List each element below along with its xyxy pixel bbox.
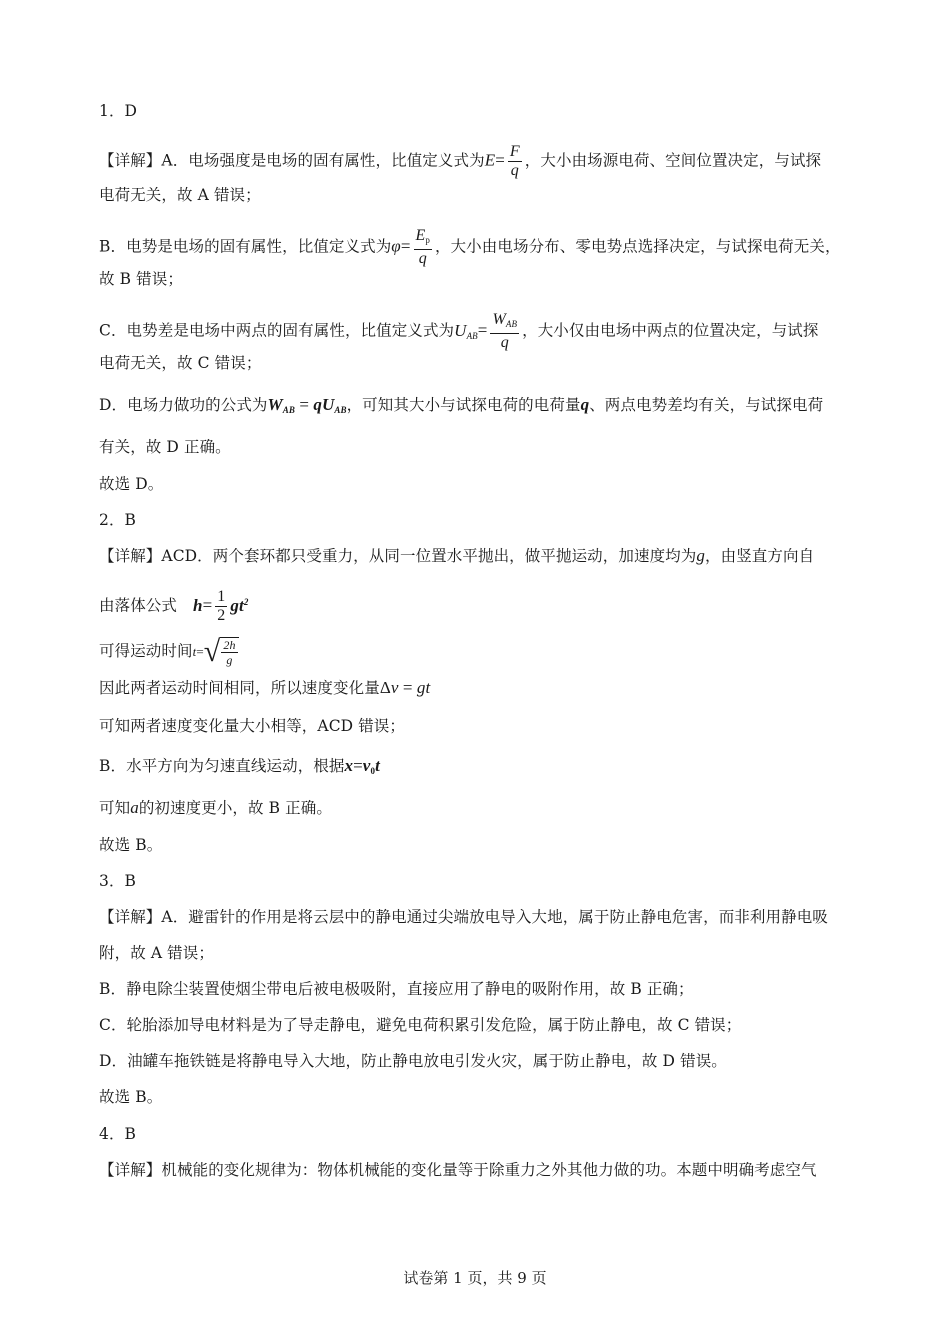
fraction-Ep-over-q: $\frac{E_p}{q}$	[415, 227, 430, 267]
q4-answer: 4．B	[99, 1125, 137, 1143]
q1-line-5: C．电势差是电场中两点的固有属性，比值定义式为$U_{AB}=$ $\frac{W_{AB}}{q}$ ，大小仅由电场中两点的位置决定，与试探	[99, 311, 819, 351]
formula-field-strength: E	[484, 150, 496, 170]
q2-line-2: 由落体公式 h= $\frac{1}{2}$ $gt^2$	[99, 588, 249, 624]
formula-time: t	[192, 644, 197, 659]
q1-line-3: B．电势是电场的固有属性，比值定义式为φ= $\frac{E_p}{q}$ ，大小由电场分布、零电势点选择决定，与试探电荷无关，	[99, 227, 841, 267]
q3-line-4: C．轮胎添加导电材料是为了导走静电，避免电荷积累引发危险，属于防止静电，故 C 错误；	[99, 1016, 742, 1034]
q1-line-4: 故 B 错误；	[99, 270, 183, 288]
q1-line-1: 【详解】A．电场强度是电场的固有属性，比值定义式为E= $\frac{F}{q}$ ，大小由场源电荷、空间位置决定，与试探	[99, 143, 822, 179]
fraction-WAB-over-q: $\frac{W_{AB}}{q}$	[492, 311, 518, 351]
q2-line-5: 可知两者速度变化量大小相等，ACD 错误；	[99, 717, 406, 735]
formula-work: $W_{AB}$	[267, 395, 295, 415]
q2-line-6: B．水平方向为匀速直线运动，根据$x=v_0t$	[99, 756, 380, 776]
q3-answer: 3．B	[99, 872, 137, 890]
formula-uniform-motion: x	[344, 756, 354, 775]
formula-potential: φ	[391, 236, 401, 256]
q1-line-7: D．电场力做功的公式为$W_{AB} = qU_{AB}$，可知其大小与试探电荷的电荷量q、两点电势差均有关，与试探电荷	[99, 395, 824, 415]
q1-line-9: 故选 D。	[99, 475, 164, 493]
fraction-one-half: $\frac{1}{2}$	[217, 588, 226, 624]
q2-line-4: 因此两者运动时间相同，所以速度变化量Δv = gt	[99, 678, 431, 697]
q3-line-5: D．油罐车拖铁链是将静电导入大地，防止静电放电引发火灾，属于防止静电，故 D 错误。	[99, 1052, 727, 1070]
q3-line-3: B．静电除尘装置使烟尘带电后被电极吸附，直接应用了静电的吸附作用，故 B 正确；	[99, 980, 694, 998]
q2-line-8: 故选 B。	[99, 836, 163, 854]
q1-line-8: 有关，故 D 正确。	[99, 438, 231, 456]
q2-line-3: 可得运动时间t=√ $\frac{2h}{g}$	[99, 637, 239, 667]
formula-potential-difference: $U_{AB}$	[454, 320, 478, 341]
q4-line-1: 【详解】机械能的变化规律为：物体机械能的变化量等于除重力之外其他力做的功。本题中明确考虑空气	[99, 1161, 817, 1179]
q2-line-1: 【详解】ACD．两个套环都只受重力，从同一位置水平抛出，做平抛运动，加速度均为g，由竖直方向自	[99, 546, 815, 565]
q2-answer: 2．B	[99, 511, 137, 529]
q1-line-2: 电荷无关，故 A 错误；	[99, 186, 261, 204]
q2-line-7: 可知a的初速度更小，故 B 正确。	[99, 798, 332, 817]
q1-answer: 1．D	[99, 102, 138, 120]
q3-line-6: 故选 B。	[99, 1088, 163, 1106]
q1-line-6: 电荷无关，故 C 错误；	[99, 354, 262, 372]
sqrt-2h-over-g: √ $\frac{2h}{g}$	[204, 637, 239, 667]
page-footer: 试卷第 1 页，共 9 页	[403, 1269, 547, 1287]
q3-line-1: 【详解】A．避雷针的作用是将云层中的静电通过尖端放电导入大地，属于防止静电危害，而非利用静电吸	[99, 908, 828, 926]
q3-line-2: 附，故 A 错误；	[99, 944, 214, 962]
fraction-F-over-q: $\frac{F}{q}$	[509, 143, 520, 179]
formula-free-fall: h	[193, 595, 203, 615]
